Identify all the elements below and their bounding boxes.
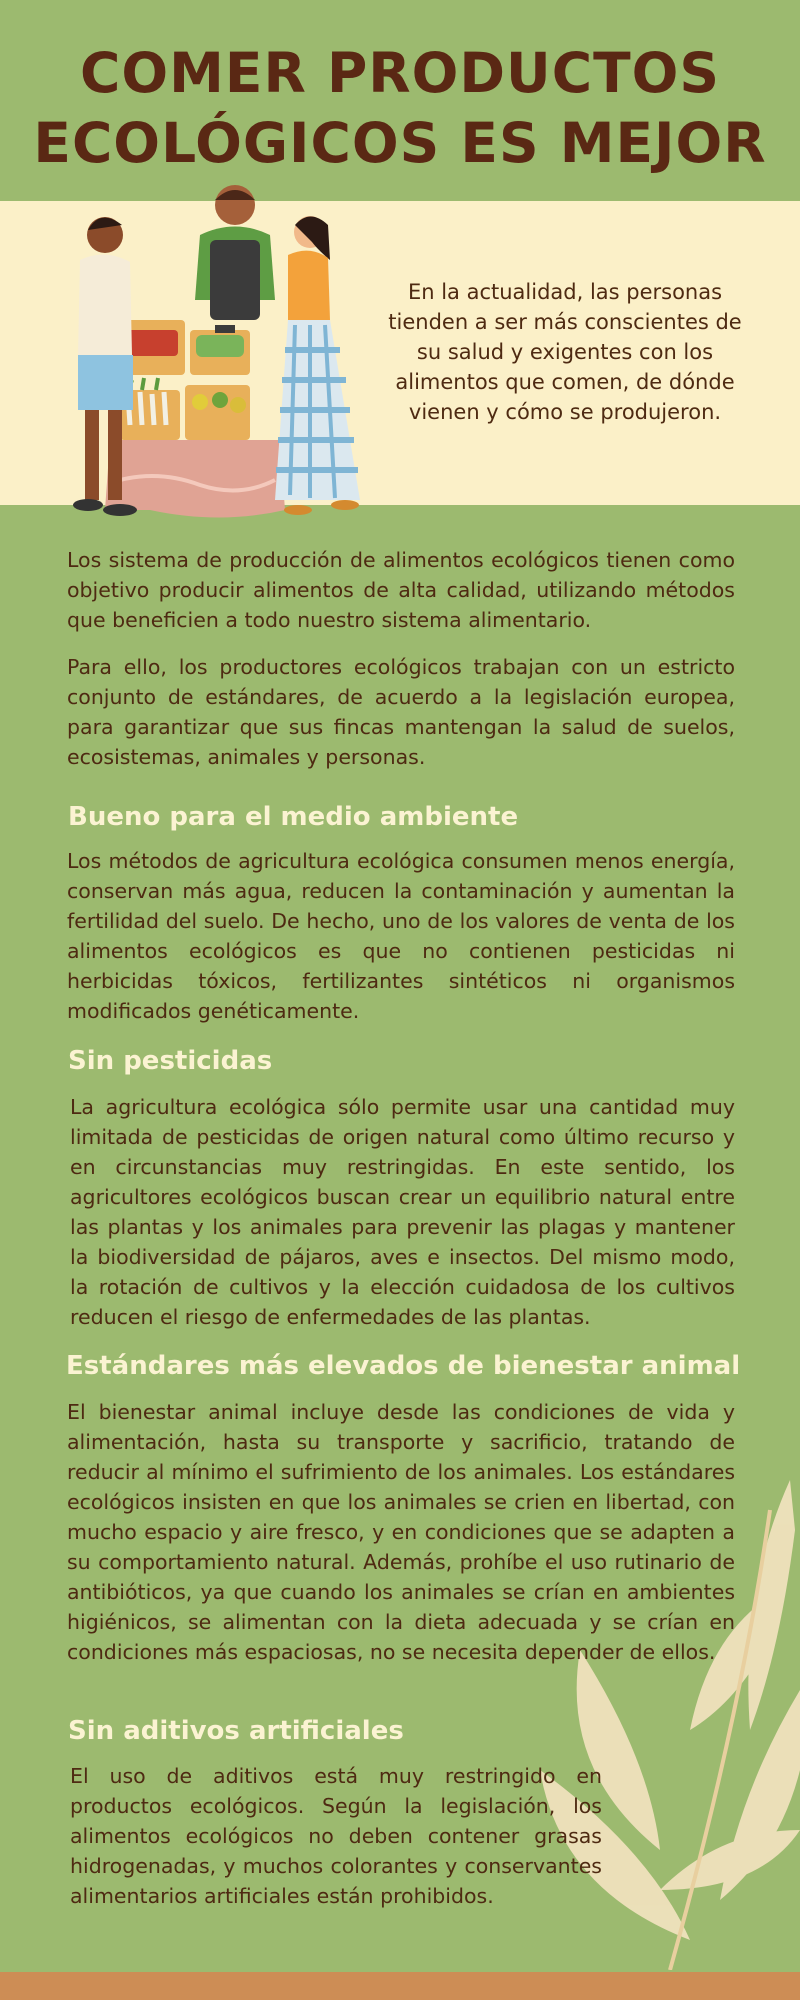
title-line-2: ECOLÓGICOS ES MEJOR [33, 111, 767, 175]
section-environment-text: Los métodos de agricultura ecológica consumen menos energía, conservan más agua, reducen la contaminación y aumentan la fertilidad del suelo. De hecho, uno de los valores de venta de los alimentos ecológicos es que no contienen pesticidas ni herbicidas tóxicos, fertilizantes sintéticos ni organismos modificados genéticamente. [67, 849, 735, 1023]
heading-environment: Bueno para el medio ambiente [68, 802, 519, 832]
footer-bar [0, 1972, 800, 2000]
section-no-pesticides-text: La agricultura ecológica sólo permite usar una cantidad muy limitada de pesticidas de origen natural como último recurso y en circunstancias muy restringidas. En este sentido, los agricultores ecológicos buscan crear un equilibrio natural entre las plantas y los animales para prevenir las plagas y mantener la biodiversidad de pájaros, aves e insectos. Del mismo modo, la rotación de cultivos y la elección cuidadosa de los cultivos reducen el riesgo de enfermedades de las plantas. [70, 1095, 735, 1329]
heading-no-additives: Sin aditivos artificiales [68, 1716, 404, 1746]
intro-text: En la actualidad, las personas tienden a ser más conscientes de su salud y exigentes con los alimentos que comen, de dónde vienen y cómo se produjeron. [388, 280, 742, 424]
paragraph-producers-standards: Para ello, los productores ecológicos trabajan con un estricto conjunto de estándares, de acuerdo a la legislación europea, para garantizar que sus fincas mantengan la salud de suelos, ecosistemas, animales y personas. [67, 655, 735, 769]
page-title [0, 38, 800, 178]
paragraph-production-systems: Los sistema de producción de alimentos ecológicos tienen como objetivo producir alimentos de alta calidad, utilizando métodos que beneficien a todo nuestro sistema alimentario. [67, 548, 735, 632]
market-stall-illustration [60, 180, 420, 540]
title-line-1: COMER PRODUCTOS [80, 41, 720, 105]
heading-no-pesticides: Sin pesticidas [68, 1046, 273, 1076]
section-no-additives-text: El uso de aditivos está muy restringido en productos ecológicos. Según la legislación, los alimentos ecológicos no deben contener grasas hidrogenadas, y muchos colorantes y conservantes alimentarios artificiales están prohibidos. [70, 1764, 602, 1908]
heading-animal-welfare: Estándares más elevados de bienestar animal [66, 1351, 741, 1381]
section-animal-welfare-text: El bienestar animal incluye desde las condiciones de vida y alimentación, hasta su transporte y sacrificio, tratando de reducir al mínimo el sufrimiento de los animales. Los estándares ecológicos insisten en que los animales se crien en libertad, con mucho espacio y aire fresco, y en condiciones que se adapten a su comportamiento natural. Además, prohíbe el uso rutinario de antibióticos, ya que cuando los animales se crían en ambientes higiénicos, se alimentan con la dieta adecuada y se crían en condiciones más espaciosas, no se necesita depender de ellos. [67, 1400, 735, 1664]
